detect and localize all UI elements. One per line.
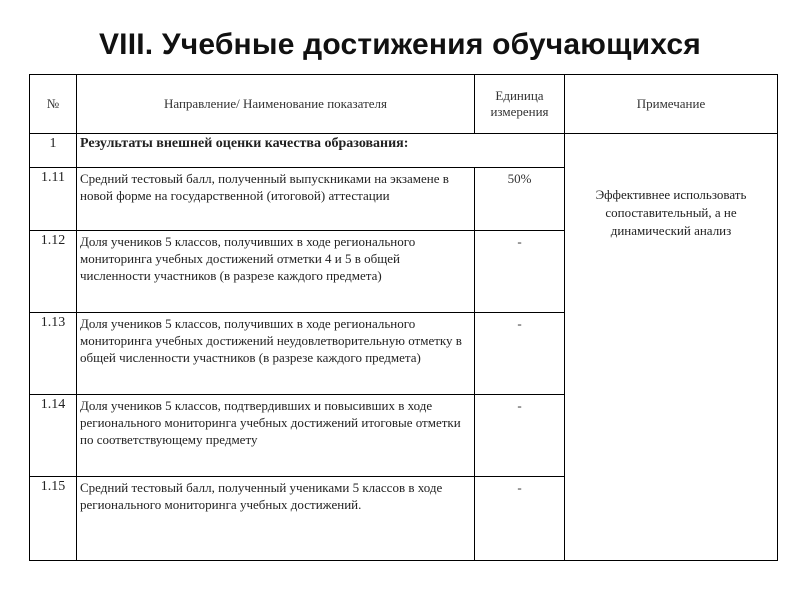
row-num: 1.13 bbox=[30, 313, 77, 395]
header-num: № bbox=[30, 75, 77, 134]
section-num: 1 bbox=[30, 134, 77, 168]
row-unit: - bbox=[475, 313, 565, 395]
row-text: Средний тестовый балл, полученный выпускниками на экзамене в новой форме на государственной (итоговой) аттестации bbox=[77, 168, 475, 231]
row-num: 1.12 bbox=[30, 231, 77, 313]
row-unit: - bbox=[475, 477, 565, 561]
header-name: Направление/ Наименование показателя bbox=[77, 75, 475, 134]
row-text: Средний тестовый балл, полученный учениками 5 классов в ходе регионального мониторинга учебных достижений. bbox=[77, 477, 475, 561]
row-unit: 50% bbox=[475, 168, 565, 231]
note-cell: Эффективнее использовать сопоставительный, а не динамический анализ bbox=[565, 134, 778, 561]
row-text: Доля учеников 5 классов, получивших в ходе регионального мониторинга учебных достижений неудовлетворительную отметку в общей численности участников (в разрезе каждого предмета) bbox=[77, 313, 475, 395]
header-note: Примечание bbox=[565, 75, 778, 134]
row-num: 1.11 bbox=[30, 168, 77, 231]
section-label: Результаты внешней оценки качества образования: bbox=[77, 134, 565, 168]
section-row bbox=[30, 134, 778, 168]
table-header-row bbox=[30, 75, 778, 134]
row-num: 1.15 bbox=[30, 477, 77, 561]
page-title: VIII. Учебные достижения обучающихся bbox=[98, 28, 702, 61]
row-text: Доля учеников 5 классов, подтвердивших и повысивших в ходе регионального мониторинга учебных достижений итоговые отметки по соответствующему предмету bbox=[77, 395, 475, 477]
row-text: Доля учеников 5 классов, получивших в ходе регионального мониторинга учебных достижений отметки 4 и 5 в общей численности участников (в разрезе каждого предмета) bbox=[77, 231, 475, 313]
row-unit: - bbox=[475, 395, 565, 477]
row-num: 1.14 bbox=[30, 395, 77, 477]
indicators-table bbox=[29, 74, 778, 561]
header-unit: Единица измерения bbox=[475, 75, 565, 134]
row-unit: - bbox=[475, 231, 565, 313]
